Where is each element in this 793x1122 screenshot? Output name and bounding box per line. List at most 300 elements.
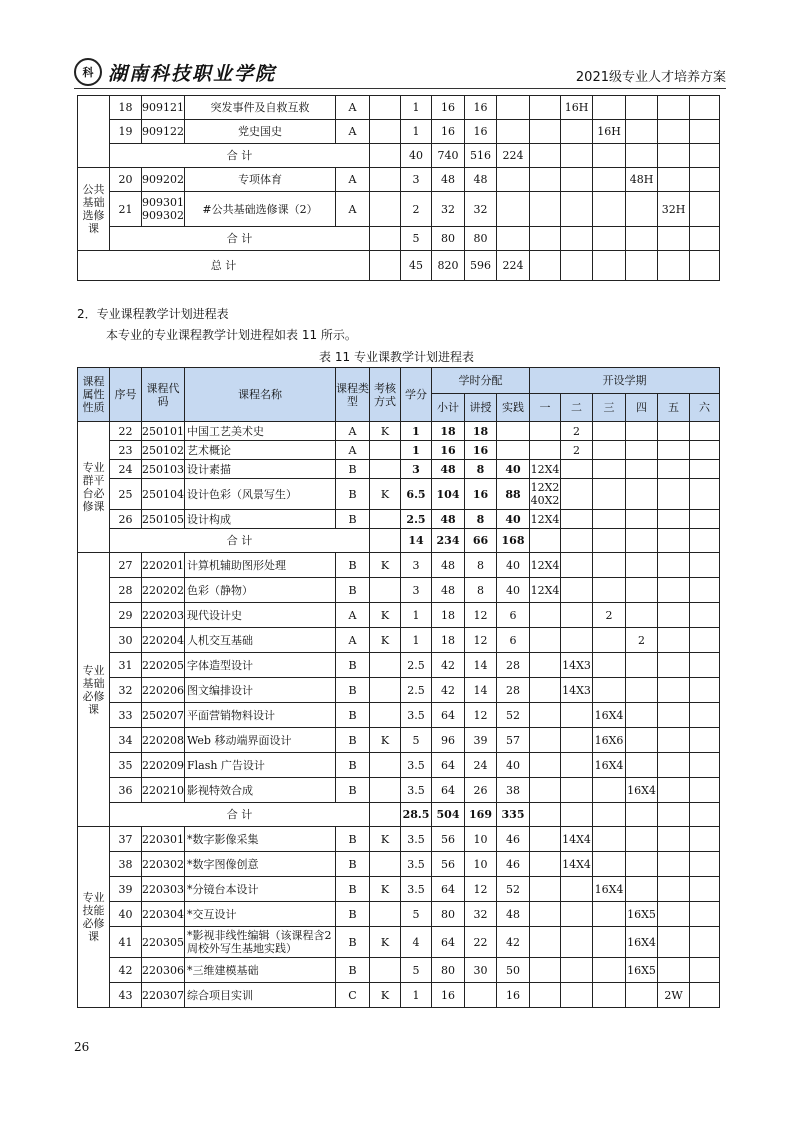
hours-total: 18 <box>432 603 465 628</box>
semester-cell <box>593 422 626 441</box>
semester-cell <box>658 553 690 578</box>
table-row <box>78 753 720 778</box>
course-code: 909122 <box>142 120 185 144</box>
semester-cell <box>561 553 593 578</box>
hours-total: 48 <box>432 553 465 578</box>
course-name: 色彩（静物） <box>185 578 336 603</box>
exam-method: K <box>370 983 401 1008</box>
semester-cell <box>561 251 593 281</box>
hours-total: 16 <box>432 120 465 144</box>
semester-cell <box>626 422 658 441</box>
semester-cell <box>530 653 561 678</box>
course-no: 21 <box>110 192 142 227</box>
semester-cell <box>561 120 593 144</box>
semester-cell <box>658 529 690 553</box>
semester-cell <box>593 628 626 653</box>
table-row <box>78 778 720 803</box>
semester-cell <box>626 578 658 603</box>
course-name: *影视非线性编辑（该课程含2 周校外写生基地实践） <box>185 927 336 958</box>
major-course-plan-table <box>77 367 720 1008</box>
course-no: 41 <box>110 927 142 958</box>
semester-cell <box>561 144 593 168</box>
hours-lecture: 8 <box>465 510 497 529</box>
exam-method <box>370 958 401 983</box>
hours-total: 48 <box>432 168 465 192</box>
semester-cell <box>530 803 561 827</box>
course-type: B <box>336 553 370 578</box>
course-no: 18 <box>110 96 142 120</box>
course-no: 29 <box>110 603 142 628</box>
header-nature: 课程属性性质 <box>78 368 110 422</box>
semester-cell <box>658 441 690 460</box>
subtotal-lecture: 66 <box>465 529 497 553</box>
hours-total: 64 <box>432 877 465 902</box>
semester-cell <box>593 778 626 803</box>
subtotal-credit: 5 <box>401 227 432 251</box>
semester-cell <box>690 441 720 460</box>
credit: 4 <box>401 927 432 958</box>
table-row <box>78 479 720 510</box>
table-row <box>78 192 720 227</box>
credit: 2.5 <box>401 653 432 678</box>
course-no: 28 <box>110 578 142 603</box>
course-name: *数字图像创意 <box>185 852 336 877</box>
credit: 2.5 <box>401 510 432 529</box>
semester-cell <box>561 479 593 510</box>
course-name: 现代设计史 <box>185 603 336 628</box>
credit: 3.5 <box>401 877 432 902</box>
course-type: A <box>336 168 370 192</box>
semester-cell <box>530 827 561 852</box>
subtotal-total: 740 <box>432 144 465 168</box>
course-code: 250102 <box>142 441 185 460</box>
course-name: 影视特效合成 <box>185 778 336 803</box>
semester-cell <box>561 192 593 227</box>
course-type: B <box>336 827 370 852</box>
exam-method <box>370 578 401 603</box>
semester-cell: 14X3 <box>561 678 593 703</box>
exam-method: K <box>370 422 401 441</box>
credit: 3.5 <box>401 852 432 877</box>
semester-cell <box>658 96 690 120</box>
semester-cell: 32H <box>658 192 690 227</box>
exam-method <box>370 753 401 778</box>
semester-cell <box>530 120 561 144</box>
semester-cell <box>690 877 720 902</box>
semester-cell <box>690 927 720 958</box>
hours-practice: 52 <box>497 877 530 902</box>
semester-cell <box>626 227 658 251</box>
subtotal-label: 合 计 <box>110 227 370 251</box>
course-name: 设计色彩（风景写生） <box>185 479 336 510</box>
hours-total: 80 <box>432 958 465 983</box>
semester-cell <box>530 251 561 281</box>
course-code: 250101 <box>142 422 185 441</box>
subtotal-credit: 14 <box>401 529 432 553</box>
semester-cell <box>626 753 658 778</box>
semester-cell <box>658 251 690 281</box>
page-header <box>74 58 726 89</box>
semester-cell <box>658 927 690 958</box>
semester-cell <box>593 827 626 852</box>
hours-total: 42 <box>432 653 465 678</box>
semester-cell <box>690 422 720 441</box>
semester-cell <box>690 479 720 510</box>
subtotal-total: 504 <box>432 803 465 827</box>
grand-total-credit: 45 <box>401 251 432 281</box>
semester-cell <box>561 983 593 1008</box>
hours-practice: 57 <box>497 728 530 753</box>
hours-total: 18 <box>432 628 465 653</box>
exam-method <box>370 460 401 479</box>
semester-cell <box>530 983 561 1008</box>
credit: 5 <box>401 902 432 927</box>
hours-practice: 28 <box>497 653 530 678</box>
course-no: 43 <box>110 983 142 1008</box>
course-no: 40 <box>110 902 142 927</box>
hours-lecture: 12 <box>465 628 497 653</box>
semester-cell <box>690 728 720 753</box>
semester-cell <box>690 578 720 603</box>
semester-cell <box>593 460 626 479</box>
semester-cell <box>658 144 690 168</box>
semester-cell <box>626 96 658 120</box>
semester-cell <box>658 603 690 628</box>
course-type: A <box>336 628 370 653</box>
semester-cell <box>530 877 561 902</box>
semester-cell <box>530 168 561 192</box>
semester-cell <box>593 852 626 877</box>
semester-cell <box>530 678 561 703</box>
table-row <box>78 460 720 479</box>
hours-total: 104 <box>432 479 465 510</box>
course-type: A <box>336 422 370 441</box>
semester-cell <box>690 460 720 479</box>
course-name: Web 移动端界面设计 <box>185 728 336 753</box>
table-row <box>78 578 720 603</box>
course-code: 220203 <box>142 603 185 628</box>
semester-cell: 2 <box>561 422 593 441</box>
semester-cell <box>690 144 720 168</box>
hours-total: 48 <box>432 578 465 603</box>
semester-cell <box>658 422 690 441</box>
credit: 1 <box>401 422 432 441</box>
course-no: 32 <box>110 678 142 703</box>
subtotal-practice: 168 <box>497 529 530 553</box>
exam-cell <box>370 251 401 281</box>
course-no: 33 <box>110 703 142 728</box>
semester-cell: 16H <box>593 120 626 144</box>
hours-credit: 1 <box>401 96 432 120</box>
hours-practice <box>497 168 530 192</box>
hours-total: 16 <box>432 96 465 120</box>
semester-cell <box>626 653 658 678</box>
credit: 1 <box>401 441 432 460</box>
semester-cell <box>593 192 626 227</box>
semester-cell <box>561 753 593 778</box>
exam-method <box>370 902 401 927</box>
course-name: 突发事件及自救互救 <box>185 96 336 120</box>
exam-method: K <box>370 927 401 958</box>
header-sem: 六 <box>690 394 720 422</box>
hours-practice <box>497 96 530 120</box>
table-row <box>78 703 720 728</box>
exam-cell <box>370 144 401 168</box>
table-caption: 表 11 专业课教学计划进程表 <box>319 350 474 364</box>
semester-cell <box>561 877 593 902</box>
hours-practice: 40 <box>497 460 530 479</box>
course-name: *分镜台本设计 <box>185 877 336 902</box>
grand-total-practice: 224 <box>497 251 530 281</box>
semester-cell: 16X5 <box>626 902 658 927</box>
course-no: 30 <box>110 628 142 653</box>
semester-cell <box>658 778 690 803</box>
credit: 3.5 <box>401 778 432 803</box>
semester-cell <box>658 227 690 251</box>
semester-cell <box>530 192 561 227</box>
course-code: 250103 <box>142 460 185 479</box>
semester-cell <box>626 441 658 460</box>
semester-cell <box>626 803 658 827</box>
semester-cell <box>626 703 658 728</box>
semester-cell <box>561 927 593 958</box>
credit: 3 <box>401 460 432 479</box>
exam-method <box>370 778 401 803</box>
course-type: B <box>336 510 370 529</box>
semester-cell <box>530 778 561 803</box>
course-code: 220201 <box>142 553 185 578</box>
grand-total-label: 总 计 <box>78 251 370 281</box>
course-type: B <box>336 778 370 803</box>
semester-cell: 16X6 <box>593 728 626 753</box>
semester-cell <box>530 96 561 120</box>
semester-cell <box>530 703 561 728</box>
course-type: B <box>336 927 370 958</box>
exam-method <box>370 510 401 529</box>
course-no: 22 <box>110 422 142 441</box>
course-no: 42 <box>110 958 142 983</box>
hours-lecture: 32 <box>465 902 497 927</box>
semester-cell <box>530 144 561 168</box>
hours-practice <box>497 441 530 460</box>
exam-method: K <box>370 728 401 753</box>
course-code: 250104 <box>142 479 185 510</box>
semester-cell <box>690 958 720 983</box>
hours-credit: 3 <box>401 168 432 192</box>
course-type: B <box>336 958 370 983</box>
semester-cell <box>530 529 561 553</box>
course-name: 综合项目实训 <box>185 983 336 1008</box>
course-type: A <box>336 96 370 120</box>
hours-total: 32 <box>432 192 465 227</box>
hours-practice: 50 <box>497 958 530 983</box>
course-no: 31 <box>110 653 142 678</box>
hours-practice <box>497 422 530 441</box>
hours-credit: 2 <box>401 192 432 227</box>
course-name: 中国工艺美术史 <box>185 422 336 441</box>
course-name: *交互设计 <box>185 902 336 927</box>
exam-cell <box>370 96 401 120</box>
semester-cell: 16X4 <box>626 927 658 958</box>
credit: 3.5 <box>401 827 432 852</box>
subtotal-practice <box>497 227 530 251</box>
exam-method: K <box>370 827 401 852</box>
semester-cell <box>690 529 720 553</box>
semester-cell <box>626 529 658 553</box>
course-code: 220303 <box>142 877 185 902</box>
semester-cell <box>658 653 690 678</box>
hours-total: 56 <box>432 852 465 877</box>
semester-cell: 2 <box>626 628 658 653</box>
semester-cell <box>658 510 690 529</box>
school-logo <box>74 58 276 86</box>
semester-cell <box>530 628 561 653</box>
credit: 6.5 <box>401 479 432 510</box>
semester-cell <box>593 678 626 703</box>
semester-cell <box>530 852 561 877</box>
hours-lecture: 16 <box>465 96 497 120</box>
semester-cell <box>626 251 658 281</box>
hours-lecture: 8 <box>465 553 497 578</box>
semester-cell <box>626 192 658 227</box>
semester-cell <box>593 168 626 192</box>
exam-method: K <box>370 877 401 902</box>
semester-cell <box>690 628 720 653</box>
semester-cell <box>593 529 626 553</box>
semester-cell <box>658 753 690 778</box>
exam-cell <box>370 529 401 553</box>
exam-method <box>370 703 401 728</box>
semester-cell <box>530 958 561 983</box>
course-code-2: 909302 <box>142 209 184 222</box>
course-code: 220206 <box>142 678 185 703</box>
subtotal-total: 80 <box>432 227 465 251</box>
semester-cell <box>690 827 720 852</box>
hours-lecture: 10 <box>465 852 497 877</box>
table-row <box>78 653 720 678</box>
semester-cell <box>593 927 626 958</box>
hours-total: 96 <box>432 728 465 753</box>
group-public-elective: 公共基础选修课 <box>78 168 110 251</box>
header-credit: 学分 <box>401 368 432 422</box>
semester-cell <box>690 703 720 728</box>
course-type: B <box>336 753 370 778</box>
semester-cell <box>658 902 690 927</box>
semester-cell <box>561 803 593 827</box>
table-row <box>78 603 720 628</box>
credit: 1 <box>401 983 432 1008</box>
semester-cell <box>658 827 690 852</box>
semester-cell <box>593 510 626 529</box>
course-type: B <box>336 653 370 678</box>
hours-practice: 28 <box>497 678 530 703</box>
semester-cell <box>626 852 658 877</box>
semester-cell <box>658 168 690 192</box>
semester-cell <box>561 958 593 983</box>
table-row <box>78 422 720 441</box>
course-no: 27 <box>110 553 142 578</box>
subtotal-row <box>78 529 720 553</box>
semester-cell <box>530 441 561 460</box>
hours-total: 16 <box>432 441 465 460</box>
semester-cell <box>530 422 561 441</box>
semester-cell <box>561 578 593 603</box>
subtotal-lecture: 169 <box>465 803 497 827</box>
exam-cell <box>370 120 401 144</box>
subtotal-label: 合 计 <box>110 803 370 827</box>
course-code: 220302 <box>142 852 185 877</box>
semester-cell <box>658 578 690 603</box>
course-type: A <box>336 120 370 144</box>
semester-cell <box>626 603 658 628</box>
subtotal-practice: 224 <box>497 144 530 168</box>
header-sem: 三 <box>593 394 626 422</box>
exam-cell <box>370 227 401 251</box>
semester-cell <box>690 227 720 251</box>
semester-cell <box>530 227 561 251</box>
semester-cell <box>690 603 720 628</box>
semester-cell <box>626 678 658 703</box>
course-name: 设计素描 <box>185 460 336 479</box>
course-no: 19 <box>110 120 142 144</box>
course-no: 20 <box>110 168 142 192</box>
course-type: B <box>336 703 370 728</box>
credit: 3 <box>401 578 432 603</box>
course-no: 35 <box>110 753 142 778</box>
table-row <box>78 628 720 653</box>
header-sem: 五 <box>658 394 690 422</box>
course-name: *三维建模基础 <box>185 958 336 983</box>
table-row <box>78 678 720 703</box>
semester-cell <box>658 852 690 877</box>
hours-lecture: 12 <box>465 877 497 902</box>
semester-cell <box>690 96 720 120</box>
header-type: 课程类型 <box>336 368 370 422</box>
semester-cell <box>658 628 690 653</box>
semester-cell <box>593 902 626 927</box>
semester-cell <box>530 902 561 927</box>
course-type: B <box>336 902 370 927</box>
hours-total: 48 <box>432 510 465 529</box>
header-practice: 实践 <box>497 394 530 422</box>
semester-cell: 12X2 40X2 <box>530 479 561 510</box>
credit: 1 <box>401 603 432 628</box>
hours-practice <box>497 192 530 227</box>
hours-total: 42 <box>432 678 465 703</box>
semester-cell <box>561 168 593 192</box>
course-code: 220301 <box>142 827 185 852</box>
exam-cell <box>370 192 401 227</box>
document-title: 2021级专业人才培养方案 <box>575 70 726 85</box>
semester-cell <box>626 144 658 168</box>
course-code: 220204 <box>142 628 185 653</box>
header-hours: 学时分配 <box>432 368 530 394</box>
semester-cell <box>593 96 626 120</box>
hours-lecture: 39 <box>465 728 497 753</box>
course-type: B <box>336 728 370 753</box>
semester-cell <box>658 120 690 144</box>
section-heading: 2．专业课程教学计划进程表 <box>77 307 229 321</box>
grand-total-row <box>78 251 720 281</box>
hours-lecture: 16 <box>465 120 497 144</box>
table-row <box>78 958 720 983</box>
semester-cell <box>658 460 690 479</box>
header-sem: 一 <box>530 394 561 422</box>
semester-cell <box>690 168 720 192</box>
course-no: 37 <box>110 827 142 852</box>
group-name: 专业技能必修课 <box>78 827 110 1008</box>
hours-lecture <box>465 983 497 1008</box>
